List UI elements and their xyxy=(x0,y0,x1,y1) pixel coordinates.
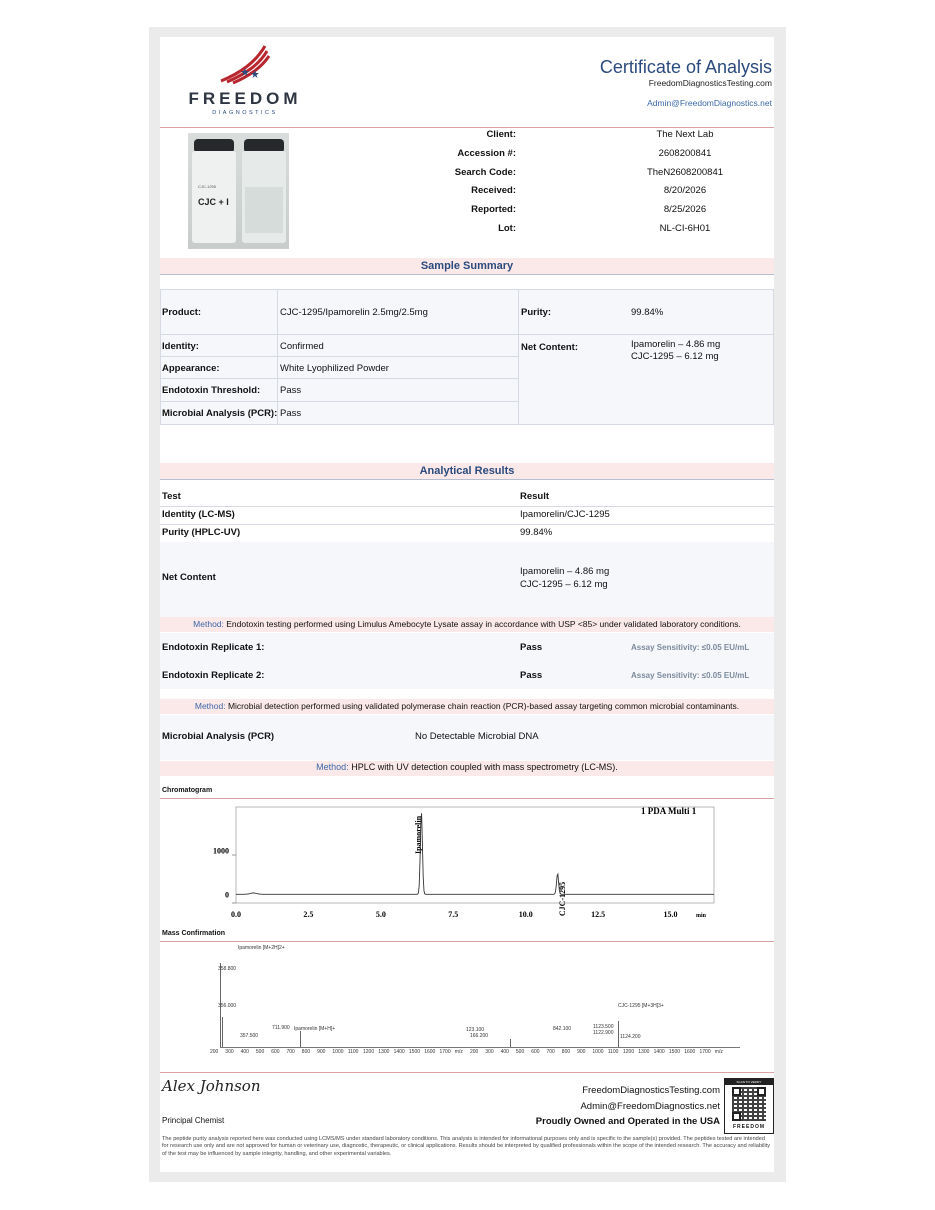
ms-tick-label: 400 xyxy=(240,1049,249,1055)
ms-tick-label: 700 xyxy=(286,1049,295,1055)
ms-tick-label: 500 xyxy=(515,1049,525,1055)
vial-label-small: CJC-1295 xyxy=(198,184,217,189)
brand-name: FREEDOM xyxy=(188,89,302,108)
client-label: Client: xyxy=(486,129,516,140)
endotoxin-method-desc: Endotoxin testing performed using Limulus Amebocyte Lysate assay in accordance with USP <85> under validated laboratory conditions. xyxy=(226,619,741,629)
qr-verify-badge[interactable] xyxy=(724,1078,774,1134)
client-info-row xyxy=(440,129,774,148)
purity-value: 99.84% xyxy=(631,307,664,318)
ms-tick-label: 600 xyxy=(531,1049,540,1055)
y-tick-label: 0 xyxy=(225,890,229,900)
x-tick-label: 0.0 xyxy=(231,910,241,919)
endotoxin-threshold-value: Pass xyxy=(280,385,302,396)
y-value-2: 356.000 xyxy=(218,1003,237,1009)
endo2-result: Pass xyxy=(520,670,543,681)
plot-frame xyxy=(236,807,714,903)
net-content-line2: CJC-1295 – 6.12 mg xyxy=(631,351,719,362)
ms-tick-label: 1200 xyxy=(623,1049,635,1055)
product-label: Product: xyxy=(162,307,202,318)
lot-label: Lot: xyxy=(498,223,516,234)
ms-tick-label: 1300 xyxy=(638,1049,650,1055)
purity-result: 99.84% xyxy=(520,527,553,538)
ms-tick-label: 1100 xyxy=(607,1049,619,1055)
microbial-method-desc: Microbial detection performed using validated polymerase chain reaction (PCR)-based assay targeting common microbial contaminants. xyxy=(227,701,740,711)
header-email[interactable]: Admin@FreedomDiagnostics.net xyxy=(647,98,772,108)
client-info-row xyxy=(440,148,774,167)
ms-tick-label: 1500 xyxy=(668,1049,681,1055)
peak-label-ipamorelin: Ipamorelin xyxy=(414,815,423,855)
client-info-row xyxy=(440,204,774,223)
endotoxin-replicate-row xyxy=(160,633,774,662)
ms-tick-label: 900 xyxy=(577,1049,586,1055)
certificate-page xyxy=(160,37,774,1172)
microbial-method-text xyxy=(160,701,774,711)
method-word: Method: xyxy=(193,619,224,629)
ms-tick-label: 200 xyxy=(210,1049,219,1055)
peak-123-label: 123.100 xyxy=(466,1027,485,1033)
peak-711-label: 711.900 xyxy=(272,1025,290,1031)
ms-peak xyxy=(222,1017,223,1047)
client-info-row xyxy=(440,185,774,204)
y-tick-label: 1000 xyxy=(213,846,229,856)
identity-result: Ipamorelin/CJC-1295 xyxy=(520,509,610,520)
col-test-header: Test xyxy=(162,491,181,502)
x-tick-label: 7.5 xyxy=(448,910,459,919)
header-divider xyxy=(160,127,774,128)
net-content-result-line1: Ipamorelin – 4.86 mg xyxy=(520,566,610,577)
peak-label-cjc: CJC-1295 xyxy=(558,881,567,917)
mass-x-ticks xyxy=(200,1049,740,1059)
signature: Alex Johnson xyxy=(162,1077,261,1095)
flag-swoosh-icon xyxy=(185,43,305,91)
y-value-1: 358.800 xyxy=(218,966,237,972)
hplc-method-text xyxy=(160,762,774,772)
ms-tick-label: 1700 xyxy=(439,1049,451,1055)
qr-top-label: SCAN TO VERIFY xyxy=(725,1079,773,1085)
lot-value: NL-CI-6H01 xyxy=(659,223,711,234)
chromatogram-title: 1 PDA Multi 1 xyxy=(641,806,697,816)
ms-tick-label: 1500 xyxy=(408,1049,421,1055)
footer-website[interactable]: FreedomDiagnosticsTesting.com xyxy=(582,1085,720,1096)
ms-tick-label: 300 xyxy=(225,1049,234,1055)
endo1-result: Pass xyxy=(520,642,543,653)
client-info-row xyxy=(440,167,774,185)
ms-tick-label: 500 xyxy=(255,1049,265,1055)
endo2-label: Endotoxin Replicate 2: xyxy=(162,670,265,681)
product-value: CJC-1295/Ipamorelin 2.5mg/2.5mg xyxy=(280,307,428,318)
endotoxin-replicate-row xyxy=(160,661,774,689)
peak-166-label: 166.200 xyxy=(470,1033,489,1039)
ms-tick-label: 400 xyxy=(500,1049,509,1055)
ms-tick-label: 1200 xyxy=(363,1049,375,1055)
ms-unit-label: m/z xyxy=(714,1049,723,1055)
chromatogram-label: Chromatogram xyxy=(162,787,213,794)
x-tick-label: 2.5 xyxy=(303,910,314,919)
net-content-line1: Ipamorelin – 4.86 mg xyxy=(631,339,721,350)
peak-357-label: 357.500 xyxy=(240,1033,259,1039)
ms-tick-label: 1300 xyxy=(378,1049,390,1055)
ms-tick-label: 800 xyxy=(301,1049,311,1055)
ms-tick-label: 1000 xyxy=(332,1049,344,1055)
footer-email[interactable]: Admin@FreedomDiagnostics.net xyxy=(580,1101,720,1112)
product-photo xyxy=(188,133,289,249)
x-tick-label: 15.0 xyxy=(663,910,678,919)
appearance-value: White Lyophilized Powder xyxy=(280,363,389,374)
x-unit-label: min xyxy=(696,913,707,919)
document-title: Certificate of Analysis xyxy=(599,57,772,77)
footer-tagline: Proudly Owned and Operated in the USA xyxy=(535,1116,720,1127)
x-tick-label: 10.0 xyxy=(518,910,533,919)
net-content-result-line2: CJC-1295 – 6.12 mg xyxy=(520,579,608,590)
search-code-value: TheN2608200841 xyxy=(646,167,724,178)
ms-tick-label: 600 xyxy=(271,1049,280,1055)
identity-label: Identity: xyxy=(162,341,199,352)
footer-divider xyxy=(160,1072,774,1073)
peak-1122-label: 1122.900 xyxy=(593,1030,614,1036)
microbial-result-row xyxy=(160,715,774,760)
x-tick-label: 5.0 xyxy=(375,910,386,919)
microbial-test-label: Microbial Analysis (PCR) xyxy=(162,731,275,742)
ms-tick-label: 1000 xyxy=(592,1049,604,1055)
ms-peak xyxy=(510,1039,511,1047)
accession-value: 2608200841 xyxy=(658,148,712,159)
signer-role: Principal Chemist xyxy=(162,1116,225,1125)
received-value: 8/20/2026 xyxy=(663,185,707,196)
qr-brand-label: FREEDOM xyxy=(733,1124,765,1130)
ms-tick-label: 1600 xyxy=(684,1049,696,1055)
brand-subtitle: DIAGNOSTICS xyxy=(212,110,278,116)
method-word: Method: xyxy=(316,762,349,772)
ms-tick-label: 900 xyxy=(317,1049,326,1055)
results-row xyxy=(160,524,774,543)
purity-test: Purity (HPLC-UV) xyxy=(162,527,241,538)
ms-tick-label: 1400 xyxy=(393,1049,405,1055)
analytical-results-title: Analytical Results xyxy=(419,465,515,477)
search-code-label: Search Code: xyxy=(454,167,516,178)
client-info-block xyxy=(440,129,774,242)
results-row xyxy=(160,506,774,525)
accession-label: Accession #: xyxy=(457,148,516,159)
results-row-net xyxy=(160,542,774,617)
cjc-m3h-label: CJC-1295 [M+3H]3+ xyxy=(618,1003,664,1009)
peak-842-label: 842.100 xyxy=(553,1026,572,1032)
ms-tick-label: 700 xyxy=(546,1049,555,1055)
mass-divider xyxy=(160,941,774,942)
ms-peak xyxy=(300,1031,301,1047)
x-tick-label: 12.5 xyxy=(591,910,606,919)
ipa-m2h-label: Ipamorelin [M+2H]2+ xyxy=(238,945,285,951)
disclaimer: The peptide purity analysis reported here was conducted using LCMS/MS under standard laboratory conditions. This analysis is intended for informational purposes only and is specific to the sample(s) provided. The peptides tested are intended for research use only and are not approved for human or veterinary use, diagnostic, therapeutic, or clinical applications. Results should be interpreted by qualified professionals within the scope of the intended research. The accuracy and reliability of the test may be influenced by sample integrity, handling, and other experimental variables. xyxy=(162,1136,771,1157)
microbial-label: Microbial Analysis (PCR): xyxy=(162,408,278,419)
client-value: The Next Lab xyxy=(656,129,714,140)
ms-tick-label: 1700 xyxy=(699,1049,711,1055)
endotoxin-method-text xyxy=(160,619,774,629)
ms-tick-label: 1100 xyxy=(347,1049,359,1055)
endo1-sensitivity: Assay Sensitivity: ≤0.05 EU/mL xyxy=(631,643,750,652)
method-word: Method: xyxy=(194,701,226,711)
purity-label: Purity: xyxy=(521,307,552,318)
ms-tick-label: 300 xyxy=(485,1049,494,1055)
mass-spectrum xyxy=(200,943,740,1063)
appearance-label: Appearance: xyxy=(162,363,220,374)
brand-logo xyxy=(185,43,305,123)
endo1-label: Endotoxin Replicate 1: xyxy=(162,642,265,653)
ms-tick-label: 1600 xyxy=(424,1049,436,1055)
ms-tick-label: 1400 xyxy=(653,1049,665,1055)
net-content-test: Net Content xyxy=(162,572,216,583)
results-header-row xyxy=(160,489,774,507)
mass-confirmation-label: Mass Confirmation xyxy=(162,930,226,937)
ms-tick-label: 200 xyxy=(470,1049,479,1055)
peak-1124-label: 1124.200 xyxy=(620,1034,641,1040)
microbial-test-result: No Detectable Microbial DNA xyxy=(415,731,539,742)
mass-x-axis xyxy=(220,1047,740,1048)
received-label: Received: xyxy=(471,185,516,196)
summary-cell xyxy=(160,334,519,357)
hplc-method-desc: HPLC with UV detection coupled with mass spectrometry (LC-MS). xyxy=(351,762,618,772)
header-website[interactable]: FreedomDiagnosticsTesting.com xyxy=(648,78,772,88)
reported-value: 8/25/2026 xyxy=(663,204,707,215)
peak-1123-label: 1123.500 xyxy=(593,1024,614,1030)
endotoxin-threshold-label: Endotoxin Threshold: xyxy=(162,385,261,396)
ms-unit-label: m/z xyxy=(454,1049,463,1055)
microbial-value: Pass xyxy=(280,408,302,419)
identity-value: Confirmed xyxy=(280,341,324,352)
identity-test: Identity (LC-MS) xyxy=(162,509,235,520)
reported-label: Reported: xyxy=(471,204,516,215)
vial-label-text: CJC + I xyxy=(198,197,229,207)
chromatogram-chart xyxy=(196,799,726,929)
sample-summary-title: Sample Summary xyxy=(420,260,514,272)
endo2-sensitivity: Assay Sensitivity: ≤0.05 EU/mL xyxy=(631,671,750,680)
col-result-header: Result xyxy=(520,491,550,502)
ms-peak xyxy=(618,1021,619,1047)
client-info-row xyxy=(440,223,774,242)
ipa-mh-label: Ipamorelin [M+H]+ xyxy=(294,1026,336,1032)
ms-tick-label: 800 xyxy=(561,1049,571,1055)
net-content-label: Net Content: xyxy=(521,342,578,353)
